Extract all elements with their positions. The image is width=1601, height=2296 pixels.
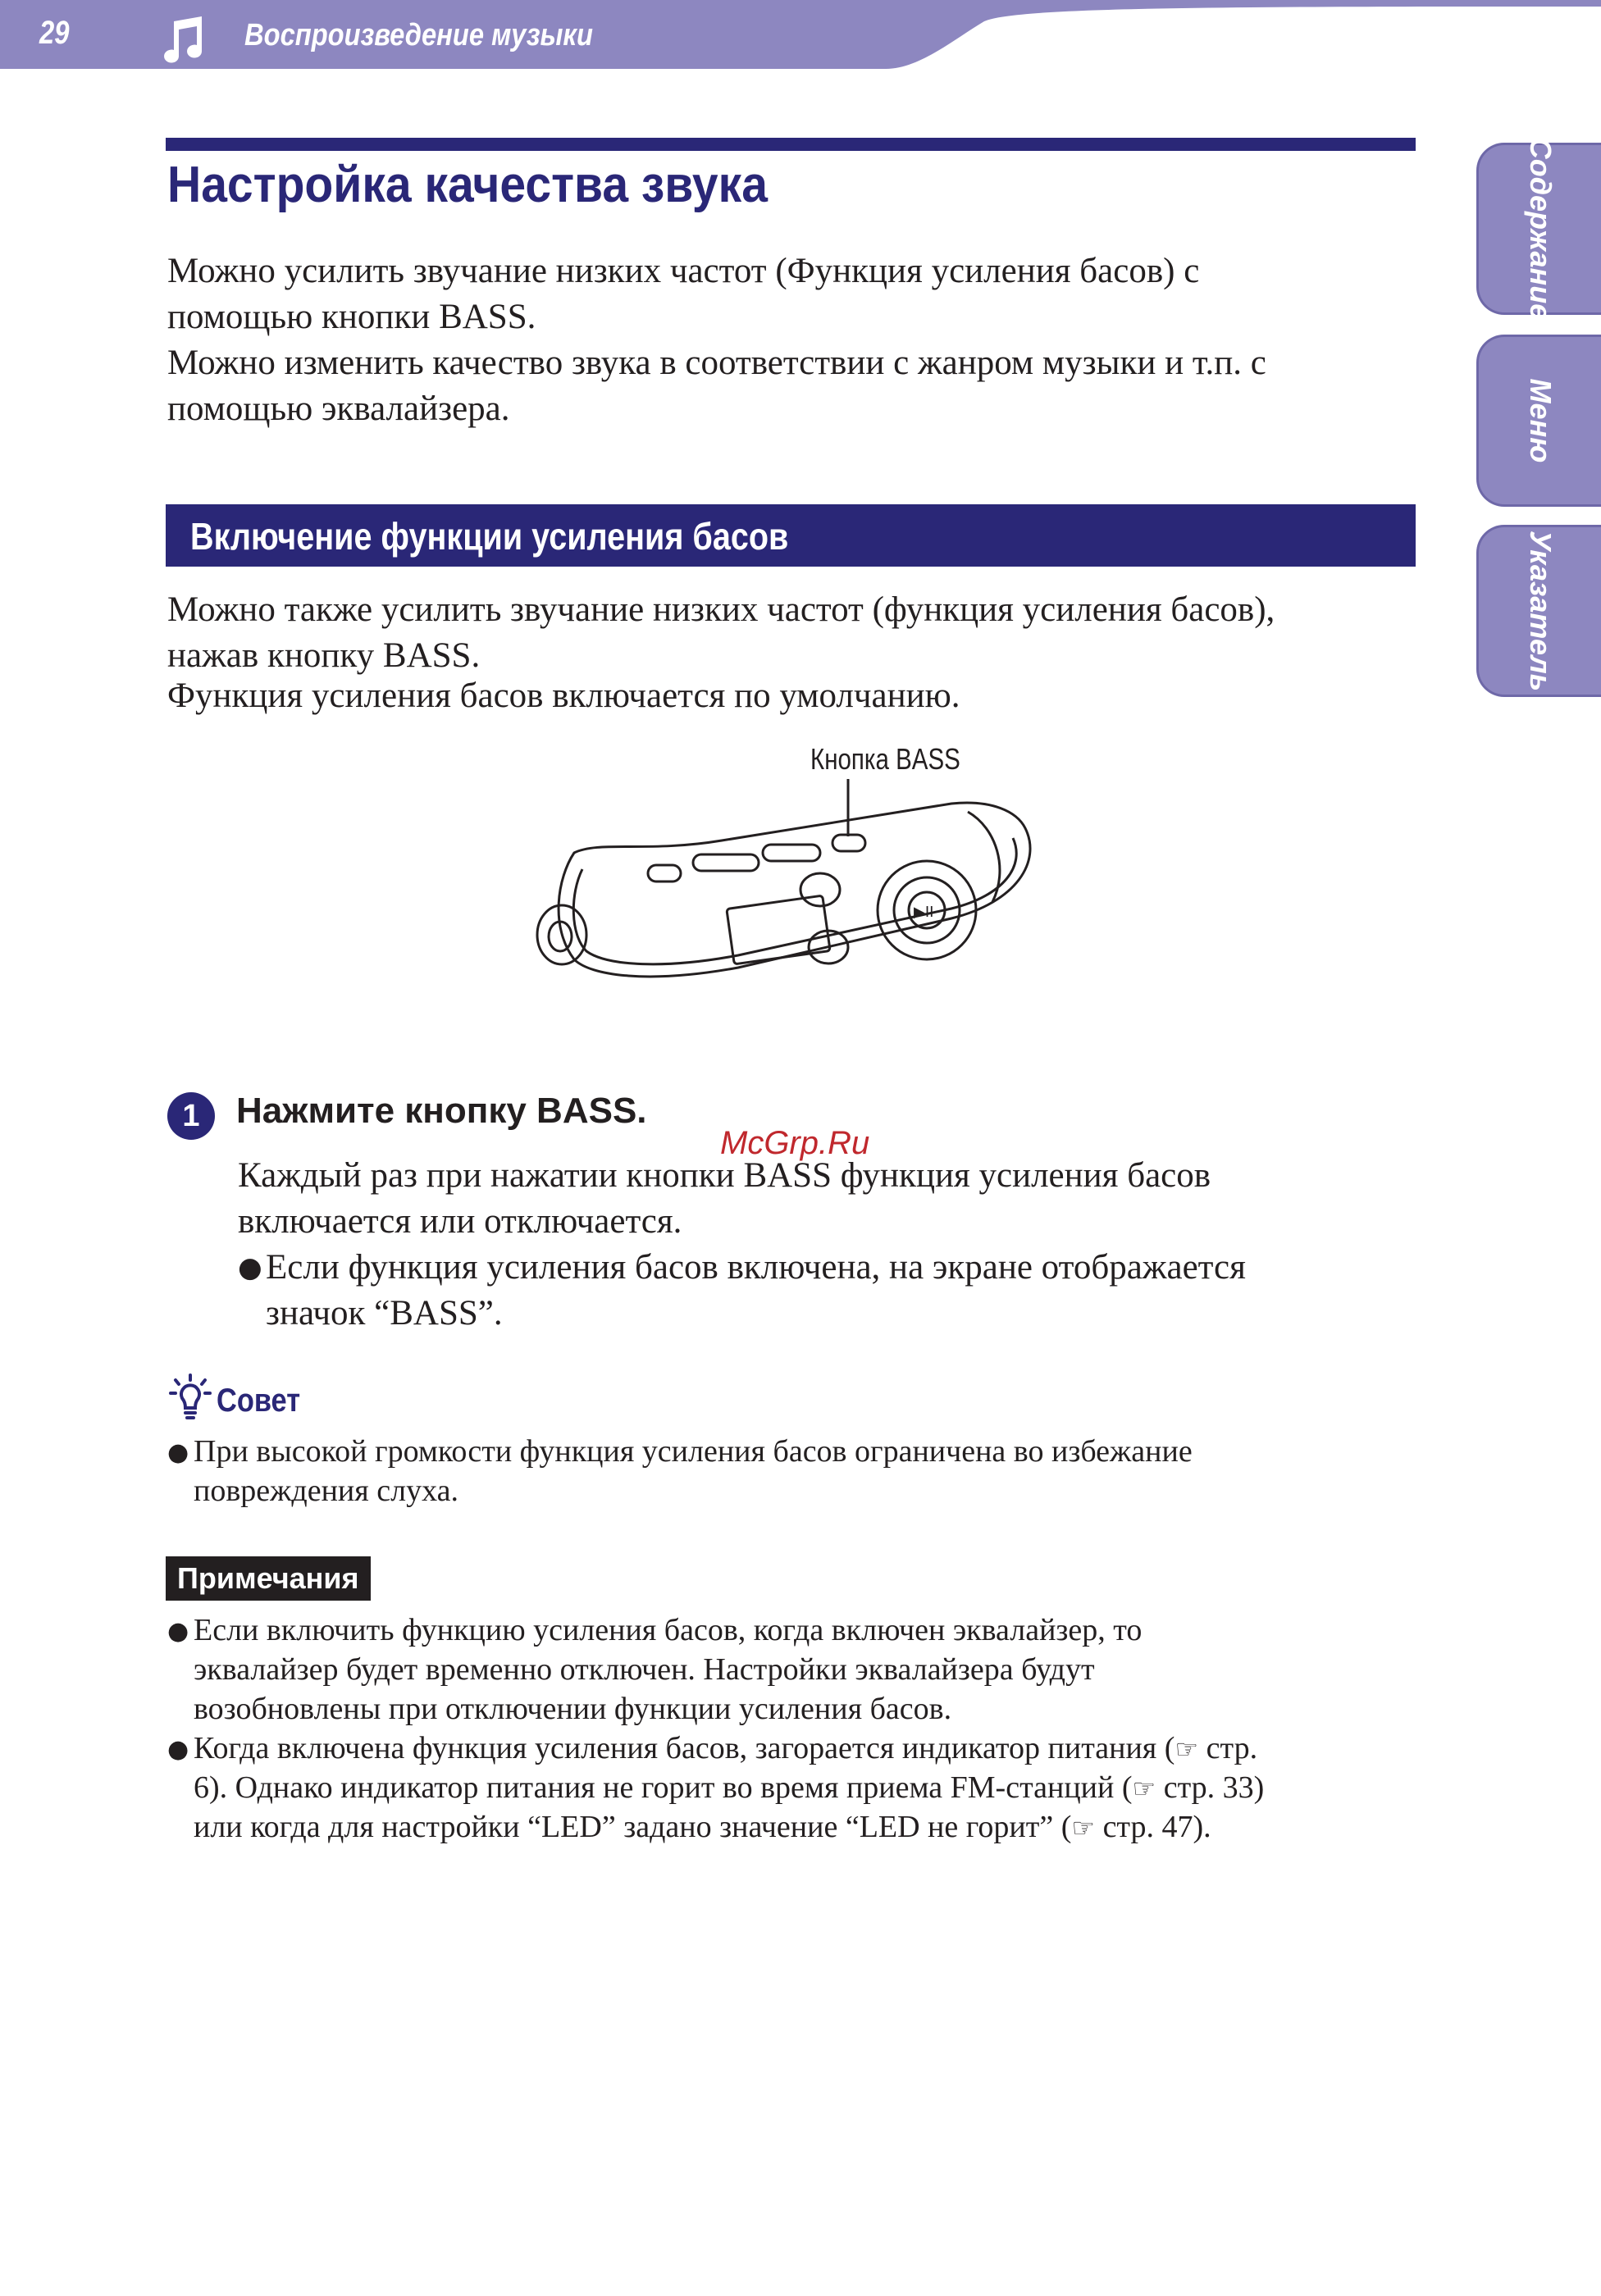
tab-contents-label: Содержание [1523, 137, 1558, 321]
bullet-dot: ● [167, 1438, 189, 1467]
player-device-illustration [525, 779, 1050, 1025]
tab-index[interactable] [1476, 525, 1601, 697]
title-rule [166, 138, 1416, 151]
note-2-line-3 [194, 1807, 1211, 1847]
note-2-ref-1[interactable]: стр. [1206, 1731, 1258, 1765]
header-band [0, 0, 1601, 74]
lightbulb-icon [167, 1374, 213, 1423]
section-line-1: Можно также усилить звучание низких частот (функция усиления басов), [167, 590, 1275, 629]
intro-line-3: Можно изменить качество звука в соответствии с жанром музыки и т.п. с [167, 344, 1266, 382]
bullet-dot: ● [167, 1735, 189, 1764]
section-line-3: Функция усиления басов включается по умолчанию. [167, 676, 960, 715]
bass-button-callout: Кнопка BASS [810, 742, 960, 776]
tip-line-2: повреждения слуха. [194, 1474, 458, 1508]
bullet-dot: ● [238, 1251, 262, 1284]
step-bullet-line-1: Если функция усиления басов включена, на экране отображается [266, 1248, 1246, 1287]
page-reference-icon: ☞ [1132, 1773, 1156, 1804]
section-line-2: нажав кнопку BASS. [167, 636, 481, 675]
tab-contents[interactable] [1476, 137, 1601, 321]
tip-heading: Совет [217, 1383, 301, 1419]
step-bullet-line-2: значок “BASS”. [266, 1294, 503, 1332]
tab-menu[interactable] [1476, 335, 1601, 507]
note-2-line-2 [194, 1768, 1264, 1808]
header-section-title: Воспроизведение музыки [244, 18, 593, 52]
intro-line-1: Можно усилить звучание низких частот (Функция усиления басов) с [167, 252, 1200, 290]
note-2-text: или когда для настройки “LED” задано значение “LED не горит” ( [194, 1810, 1072, 1844]
tip-line-1: При высокой громкости функция усиления басов ограничена во избежание [194, 1434, 1193, 1469]
note-2-ref-3[interactable]: стр. 47). [1102, 1810, 1211, 1844]
notes-label: Примечания [166, 1556, 371, 1601]
step-line-2: включается или отключается. [238, 1202, 682, 1241]
note-1-line-2: эквалайзер будет временно отключен. Настройки эквалайзера будут [194, 1652, 1095, 1687]
watermark: McGrp.Ru [720, 1125, 870, 1161]
note-2-text: Когда включена функция усиления басов, загорается индикатор питания ( [194, 1731, 1175, 1765]
note-1-line-1: Если включить функцию усиления басов, когда включен эквалайзер, то [194, 1613, 1143, 1647]
step-heading: Нажмите кнопку BASS. [236, 1091, 647, 1131]
page-number: 29 [39, 15, 70, 51]
step-number-badge: 1 [167, 1092, 215, 1140]
page-reference-icon: ☞ [1071, 1812, 1096, 1843]
step-line-1: Каждый раз при нажатии кнопки BASS функция усиления басов [238, 1156, 1211, 1195]
note-2-ref-2[interactable]: стр. 33) [1163, 1770, 1265, 1805]
page-reference-icon: ☞ [1175, 1733, 1199, 1765]
note-1-line-3: возобновлены при отключении функции усиления басов. [194, 1692, 952, 1726]
section-bar [166, 504, 1416, 567]
intro-line-4: помощью эквалайзера. [167, 390, 510, 428]
intro-line-2: помощью кнопки BASS. [167, 298, 536, 336]
music-note-icon [161, 15, 207, 64]
bullet-dot: ● [167, 1617, 189, 1646]
note-2-text: 6). Однако индикатор питания не горит во время приема FM-станций ( [194, 1770, 1133, 1805]
tab-index-label: Указатель [1523, 530, 1558, 692]
page-heading: Настройка качества звука [167, 157, 768, 213]
section-heading: Включение функции усиления басов [190, 515, 789, 558]
svg-text:▶II: ▶II [914, 904, 934, 921]
note-2-line-1 [194, 1729, 1257, 1769]
tab-menu-label: Меню [1523, 378, 1558, 463]
